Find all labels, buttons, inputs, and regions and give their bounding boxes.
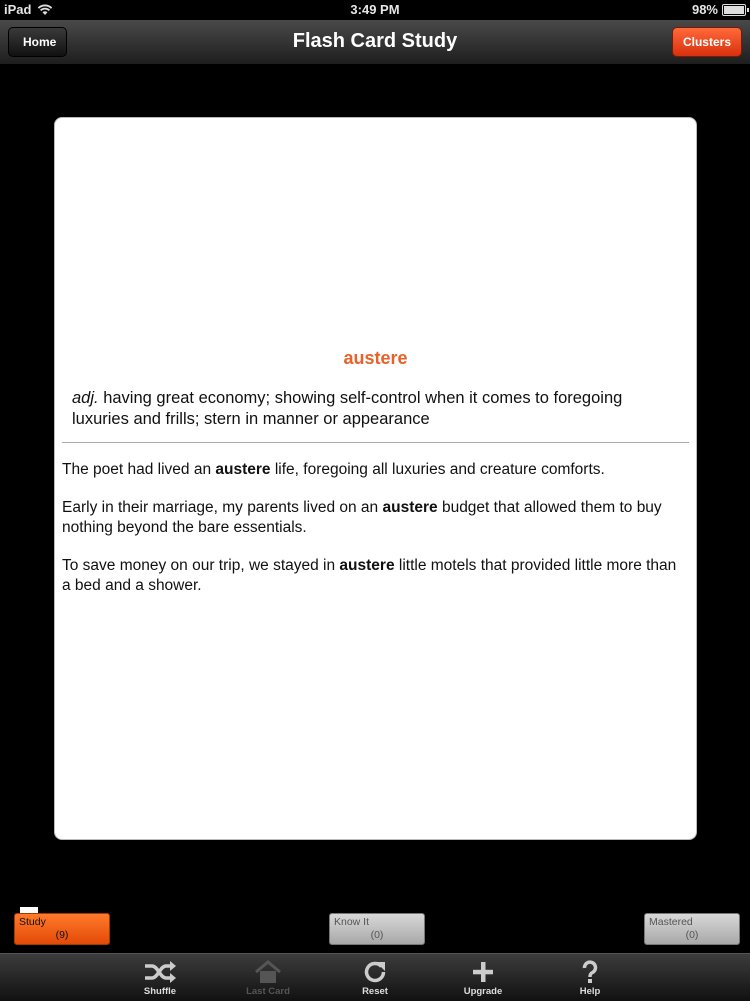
study-label: Study: [19, 916, 46, 928]
part-of-speech: adj.: [72, 389, 99, 407]
home-icon: [253, 960, 283, 984]
battery-percent: 98%: [691, 2, 718, 17]
help-label: Help: [579, 986, 601, 997]
example-sentence: To save money on our trip, we stayed in austere little motels that provided little more than a bed and a shower.: [62, 556, 677, 594]
status-bar: [0, 0, 750, 20]
know-it-count: (0): [370, 929, 384, 941]
card-word: austere: [343, 348, 408, 368]
last-card-label: Last Card: [246, 986, 290, 997]
help-button[interactable]: [555, 956, 625, 997]
definition-text: having great economy; showing self-control when it comes to foregoing luxuries and frills; stern in manner or appearance: [72, 389, 623, 428]
upgrade-label: Upgrade: [463, 986, 503, 997]
know-it-bucket-button[interactable]: [329, 913, 425, 945]
reset-button[interactable]: [340, 956, 410, 997]
question-icon: [578, 960, 602, 984]
reset-label: Reset: [362, 986, 388, 997]
last-card-button[interactable]: [233, 956, 303, 997]
page-title: Flash Card Study: [292, 30, 458, 52]
home-button[interactable]: Home: [8, 27, 67, 57]
flash-card[interactable]: [54, 117, 697, 840]
upgrade-button[interactable]: [448, 956, 518, 997]
mastered-bucket-button[interactable]: [644, 913, 740, 945]
divider: [62, 442, 689, 443]
plus-icon: [471, 960, 495, 984]
know-it-label: Know It: [334, 916, 370, 928]
navigation-bar: [0, 20, 750, 65]
example-sentence: Early in their marriage, my parents lived on an austere budget that allowed them to buy nothing beyond the bare essentials.: [62, 498, 662, 536]
clock: 3:49 PM: [350, 2, 400, 17]
mastered-count: (0): [685, 929, 699, 941]
clusters-button[interactable]: Clusters: [672, 27, 742, 57]
mastered-label: Mastered: [649, 916, 693, 928]
bottom-toolbar: [0, 953, 750, 1001]
study-bucket-button[interactable]: [14, 913, 110, 945]
example-sentence: The poet had lived an austere life, foregoing all luxuries and creature comforts.: [62, 461, 605, 478]
shuffle-label: Shuffle: [143, 986, 177, 997]
battery-icon: [722, 4, 746, 16]
card-definition: [72, 388, 676, 430]
study-count: (9): [55, 929, 69, 941]
shuffle-icon: [143, 960, 177, 984]
example-sentences: [62, 460, 688, 614]
carrier-label: iPad: [4, 2, 32, 17]
shuffle-button[interactable]: [125, 956, 195, 997]
reset-icon: [361, 960, 389, 984]
